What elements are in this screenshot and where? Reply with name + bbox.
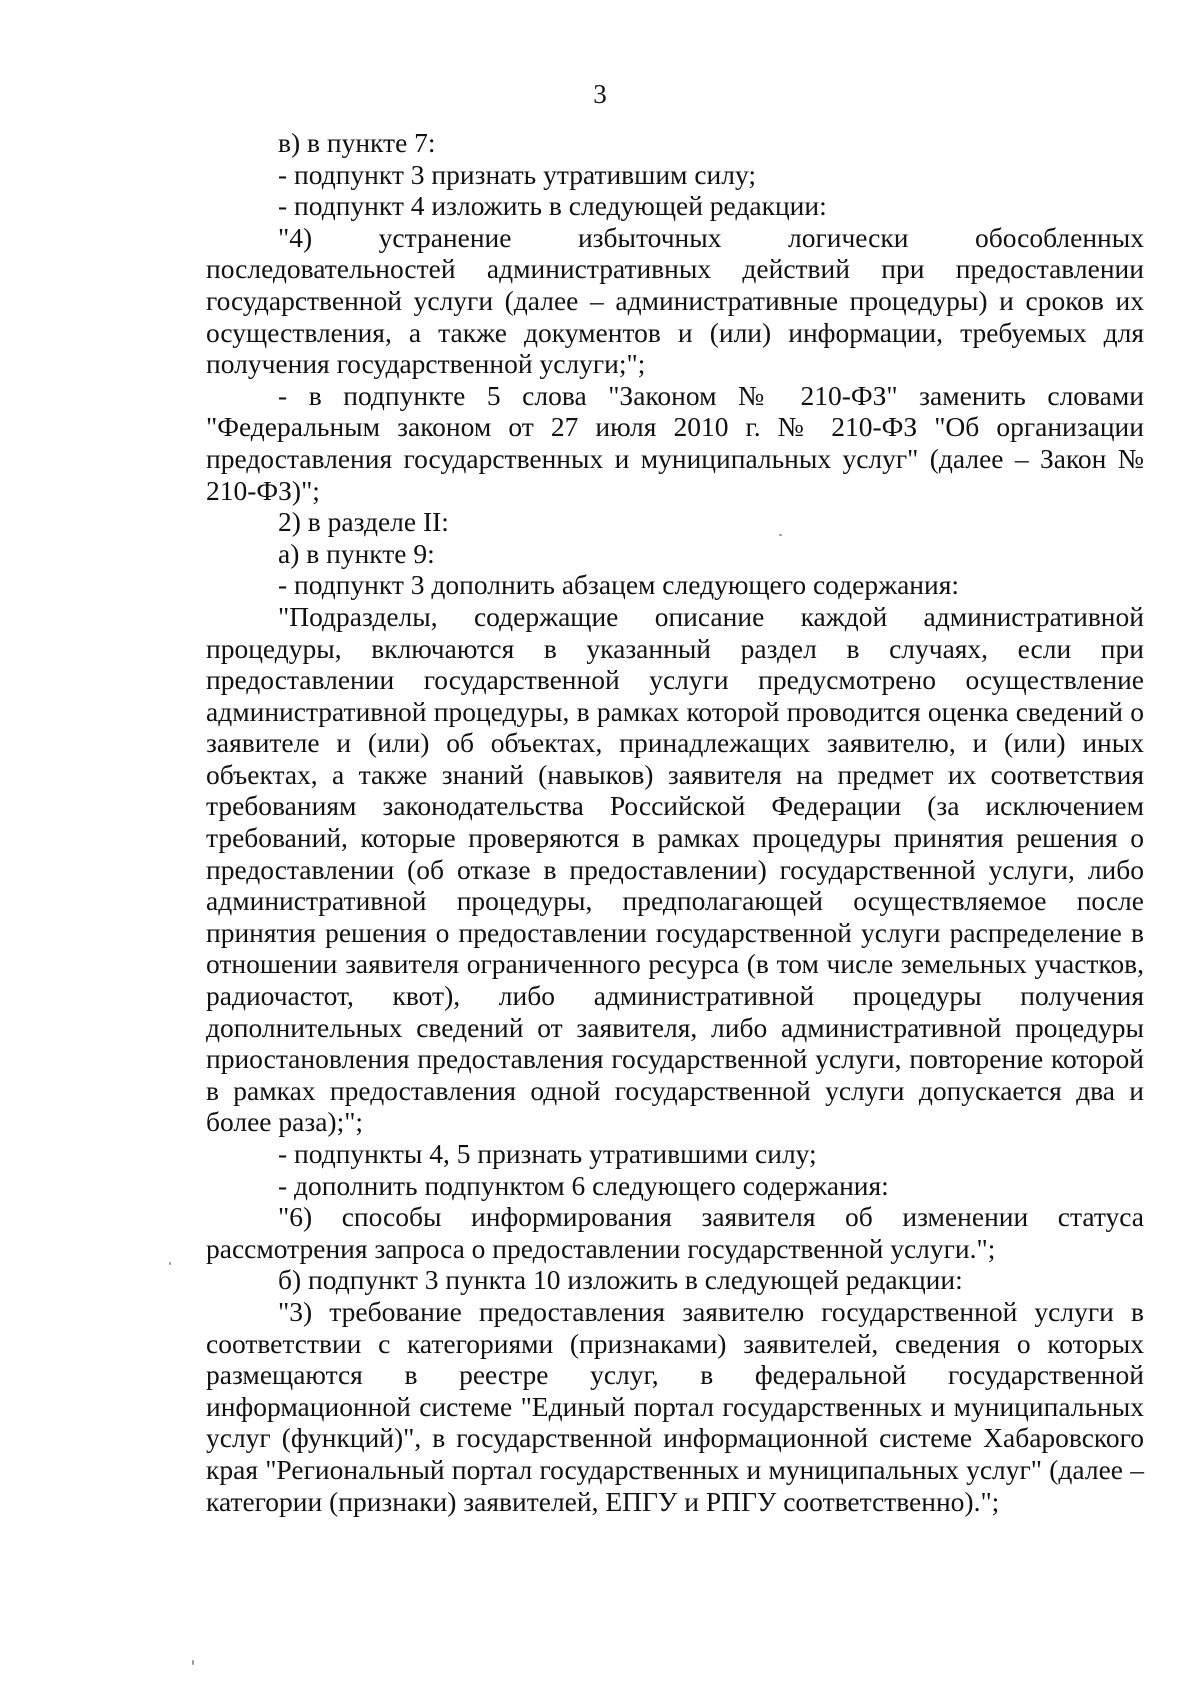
paragraph-subpoint-5-words: - в подпункте 5 слова "Законом № 210-ФЗ" заменить словами "Федеральным законом от 27 июля 2010 г. № 210-ФЗ "Об организации предоставления государственных и муниципальных услуг" (далее – Закон № 210-ФЗ)";	[206, 379, 1144, 506]
paragraph-quote-subpoint-6: "6) способы информирования заявителя об изменении статуса рассмотрения запроса о предоставлении государственной услуги.";	[206, 1201, 1144, 1264]
paragraph-section-2: 2) в разделе II:	[278, 506, 449, 538]
scan-speck-left-margin	[169, 1262, 171, 1265]
paragraph-quote-subpoint-3: "3) требование предоставления заявителю государственной услуги в соответствии с категориями (признаками) заявителей, сведения о которых размещаются в реестре услуг, в федеральной государственной информационной системе "Единый портал государственных и муниципальных услуг (функций)", в государственной информационной системе Хабаровского края "Региональный портал государственных и муниципальных услуг" (далее – категории (признаки) заявителей, ЕПГУ и РПГУ соответственно).";	[206, 1295, 1144, 1517]
paragraph-subpoint-3-addition: - подпункт 3 дополнить абзацем следующего содержания:	[278, 569, 960, 601]
scan-speck-bottom	[192, 1660, 194, 1665]
paragraph-item-a-point-9: а) в пункте 9:	[278, 537, 435, 569]
paragraph-subpoint-3-void: - подпункт 3 признать утратившим силу;	[278, 158, 757, 190]
paragraph-quote-subpoint-4: "4) устранение избыточных логически обособленных последовательностей административных действий при предоставлении государственной услуги (далее – административные процедуры) и сроков их осуществления, а также документов и (или) информации, требуемых для получения государственной услуги;";	[206, 221, 1144, 380]
paragraph-item-v-point-7: в) в пункте 7:	[278, 127, 436, 158]
document-body	[206, 127, 1144, 1517]
paragraph-subpoints-4-5-void: - подпункты 4, 5 признать утратившими силу;	[278, 1138, 817, 1169]
paragraph-item-b-point-10: б) подпункт 3 пункта 10 изложить в следующей редакции:	[278, 1264, 963, 1296]
paragraph-subpoint-4-new-wording: - подпункт 4 изложить в следующей редакции:	[278, 190, 827, 222]
page-number: 3	[593, 79, 607, 109]
paragraph-add-subpoint-6: - дополнить подпунктом 6 следующего содержания:	[278, 1169, 889, 1201]
scan-speck-right	[779, 534, 782, 536]
paragraph-quote-subsections: "Подразделы, содержащие описание каждой административной процедуры, включаются в указанный раздел в случаях, если при предоставлении государственной услуги предусмотрено осуществление административной процедуры, в рамках которой проводится оценка сведений о заявителе и (или) об объектах, принадлежащих заявителю, и (или) иных объектах, а также знаний (навыков) заявителя на предмет их соответствия требованиям законодательства Российской Федерации (за исключением требований, которые проверяются в рамках процедуры принятия решения о предоставлении (об отказе в предоставлении) государственной услуги, либо административной процедуры, предполагающей осуществляемое после принятия решения о предоставлении государственной услуги распределение в отношении заявителя ограниченного ресурса (в том числе земельных участков, радиочастот, квот), либо административной процедуры получения дополнительных сведений от заявителя, либо административной процедуры приостановления предоставления государственной услуги, повторение которой в рамках предоставления одной государственной услуги допускается два и более раза);";	[206, 600, 1144, 1138]
